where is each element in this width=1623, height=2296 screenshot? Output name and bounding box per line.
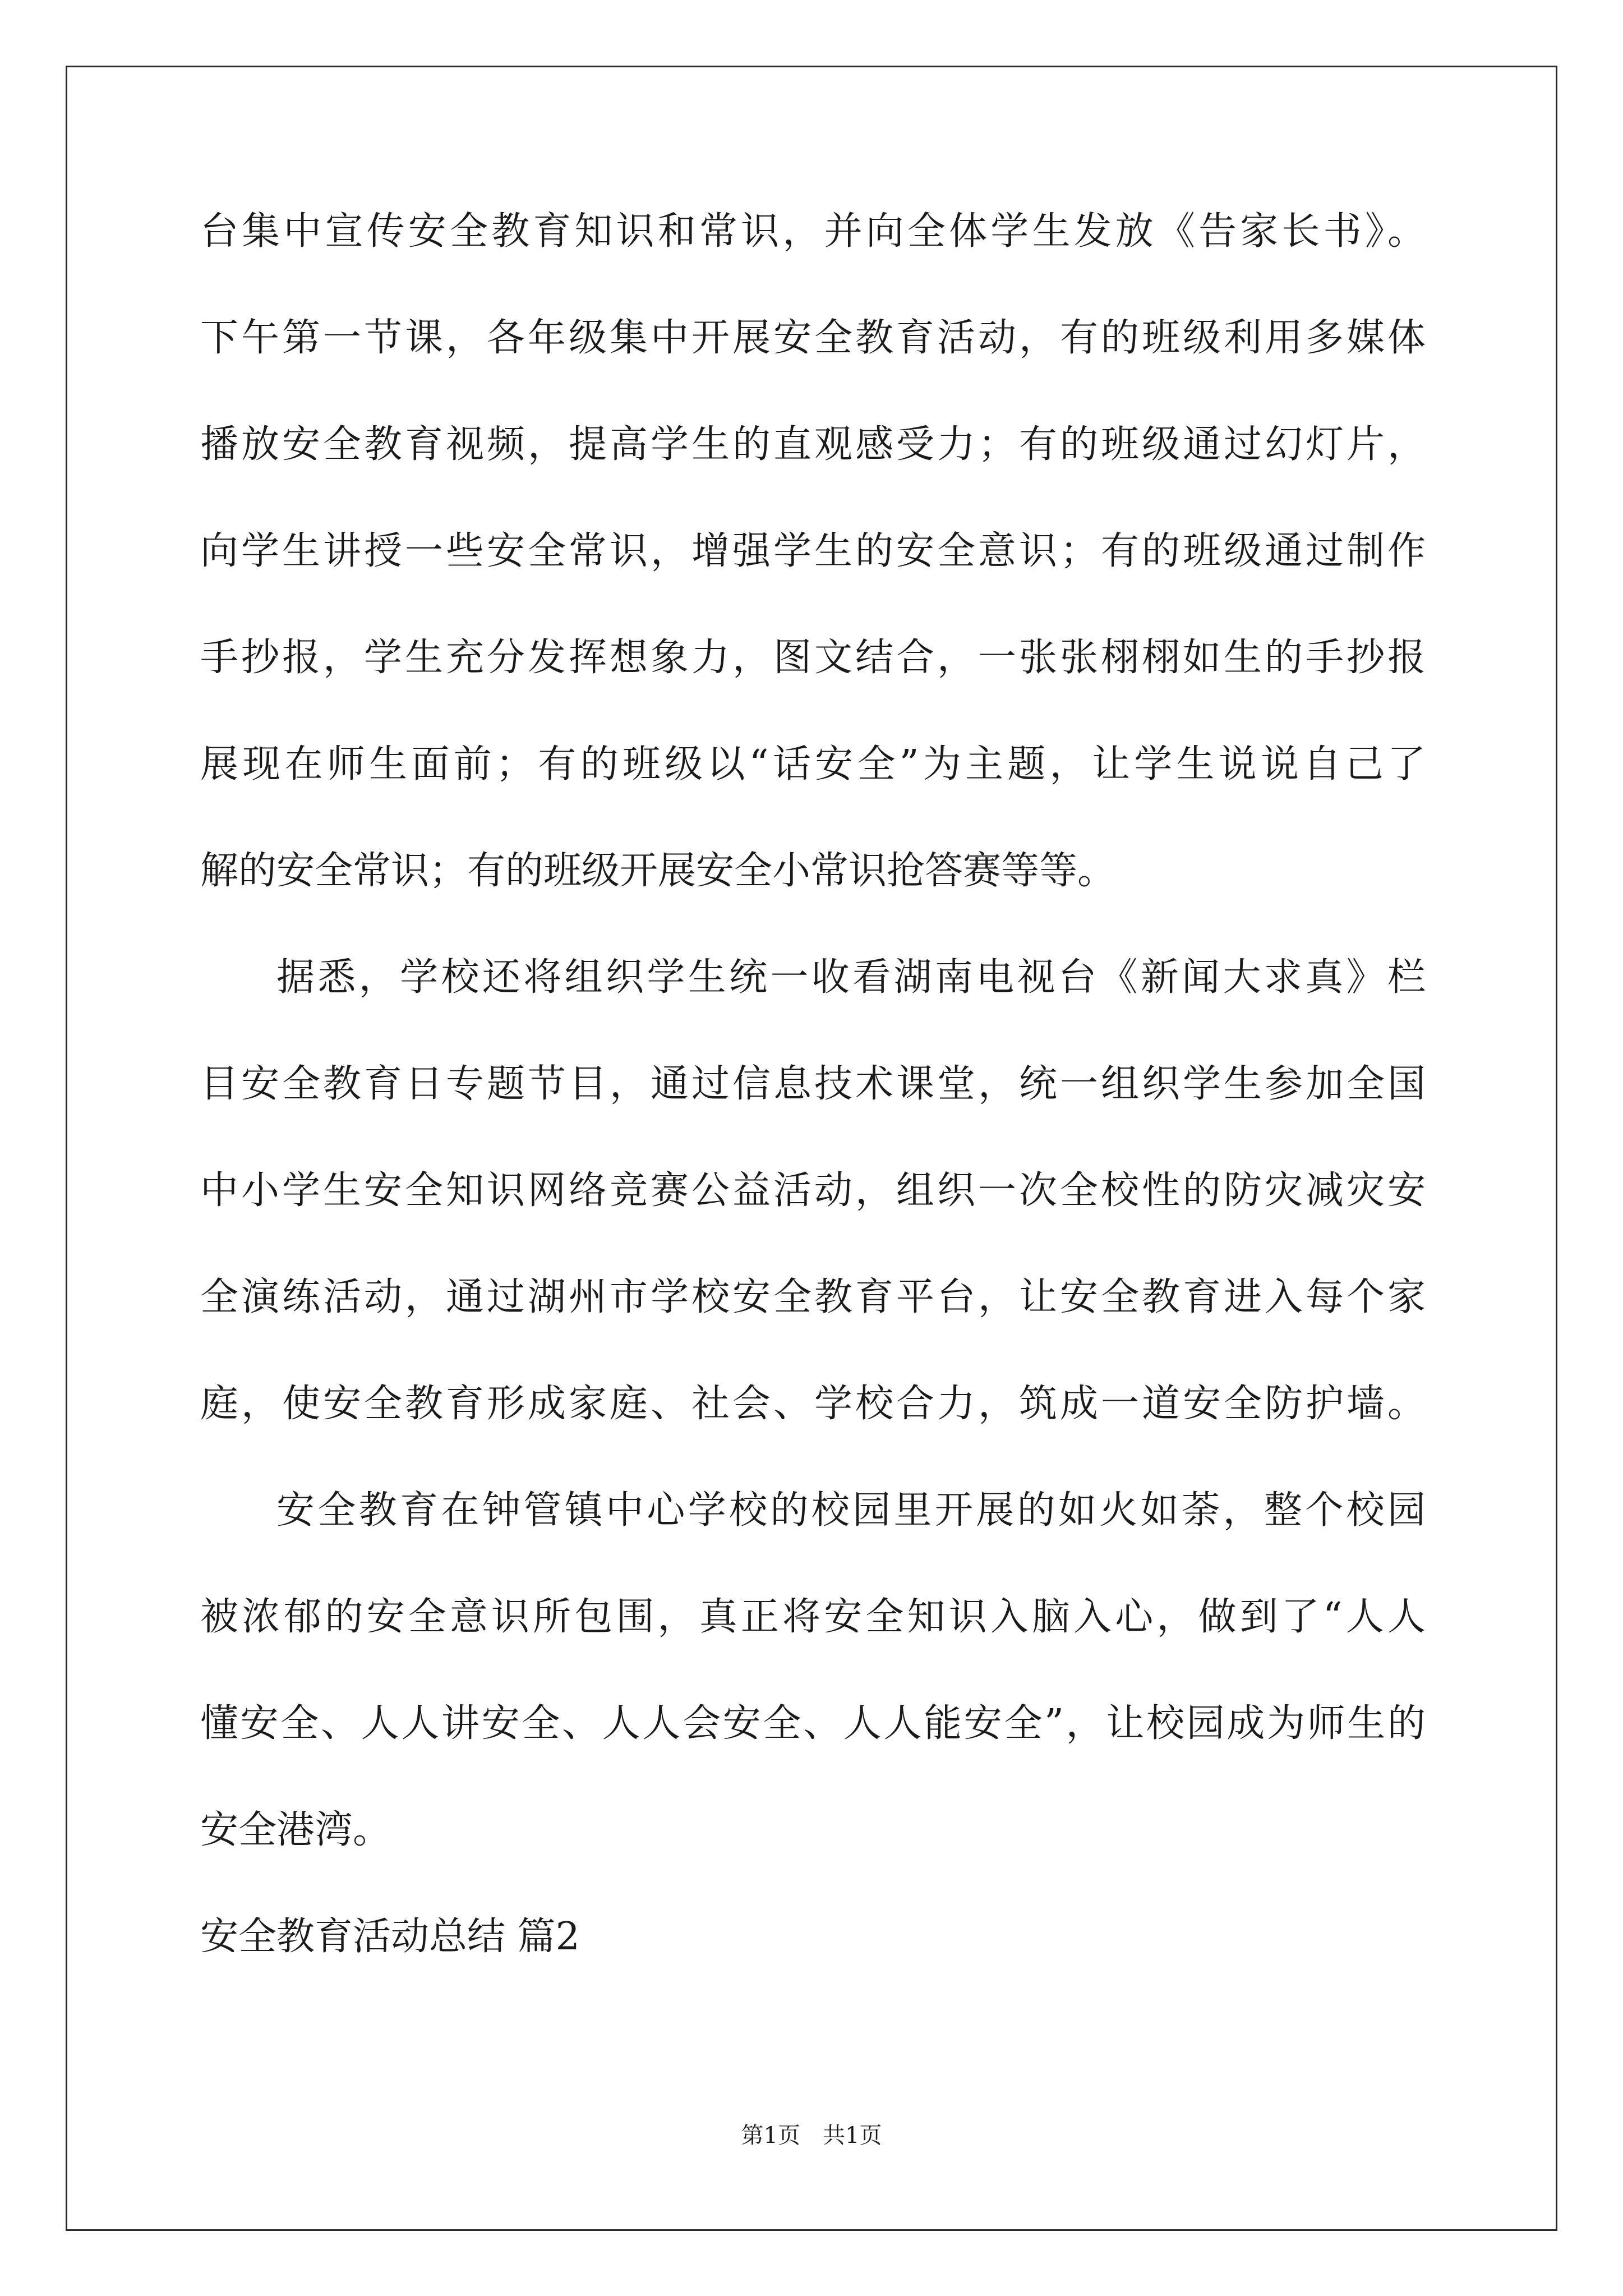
section-heading: 安全教育活动总结 篇2 xyxy=(200,1915,580,1959)
text-line: 台集中宣传安全教育知识和常识，并向全体学生发放《告家长书》。 xyxy=(200,209,1426,254)
text-line: 播放安全教育视频，提高学生的直观感受力；有的班级通过幻灯片， xyxy=(200,422,1426,467)
text-line: 向学生讲授一些安全常识，增强学生的安全意识；有的班级通过制作 xyxy=(200,529,1426,573)
text-line: 解的安全常识；有的班级开展安全小常识抢答赛等等。 xyxy=(200,849,1116,893)
text-line: 懂安全、人人讲安全、人人会安全、人人能安全”，让校园成为师生的 xyxy=(200,1701,1426,1746)
text-line: 安全教育在钟管镇中心学校的校园里开展的如火如荼，整个校园 xyxy=(276,1488,1426,1533)
text-line: 下午第一节课，各年级集中开展安全教育活动，有的班级利用多媒体 xyxy=(200,316,1426,360)
page-border xyxy=(66,66,1557,2231)
text-line: 中小学生安全知识网络竞赛公益活动，组织一次全校性的防灾减灾安 xyxy=(200,1168,1426,1213)
page-footer: 第1页 共1页 xyxy=(741,2123,882,2148)
text-line: 全演练活动，通过湖州市学校安全教育平台，让安全教育进入每个家 xyxy=(200,1275,1426,1319)
text-line: 被浓郁的安全意识所包围，真正将安全知识入脑入心，做到了“人人 xyxy=(200,1595,1426,1639)
text-line: 展现在师生面前；有的班级以“话安全”为主题，让学生说说自己了 xyxy=(200,742,1426,786)
text-line: 据悉，学校还将组织学生统一收看湖南电视台《新闻大求真》栏 xyxy=(276,955,1426,1000)
text-line: 安全港湾。 xyxy=(200,1808,391,1852)
text-line: 手抄报，学生充分发挥想象力，图文结合，一张张栩栩如生的手抄报 xyxy=(200,636,1426,680)
text-line: 庭，使安全教育形成家庭、社会、学校合力，筑成一道安全防护墙。 xyxy=(200,1382,1426,1426)
text-line: 目安全教育日专题节目，通过信息技术课堂，统一组织学生参加全国 xyxy=(200,1062,1426,1106)
